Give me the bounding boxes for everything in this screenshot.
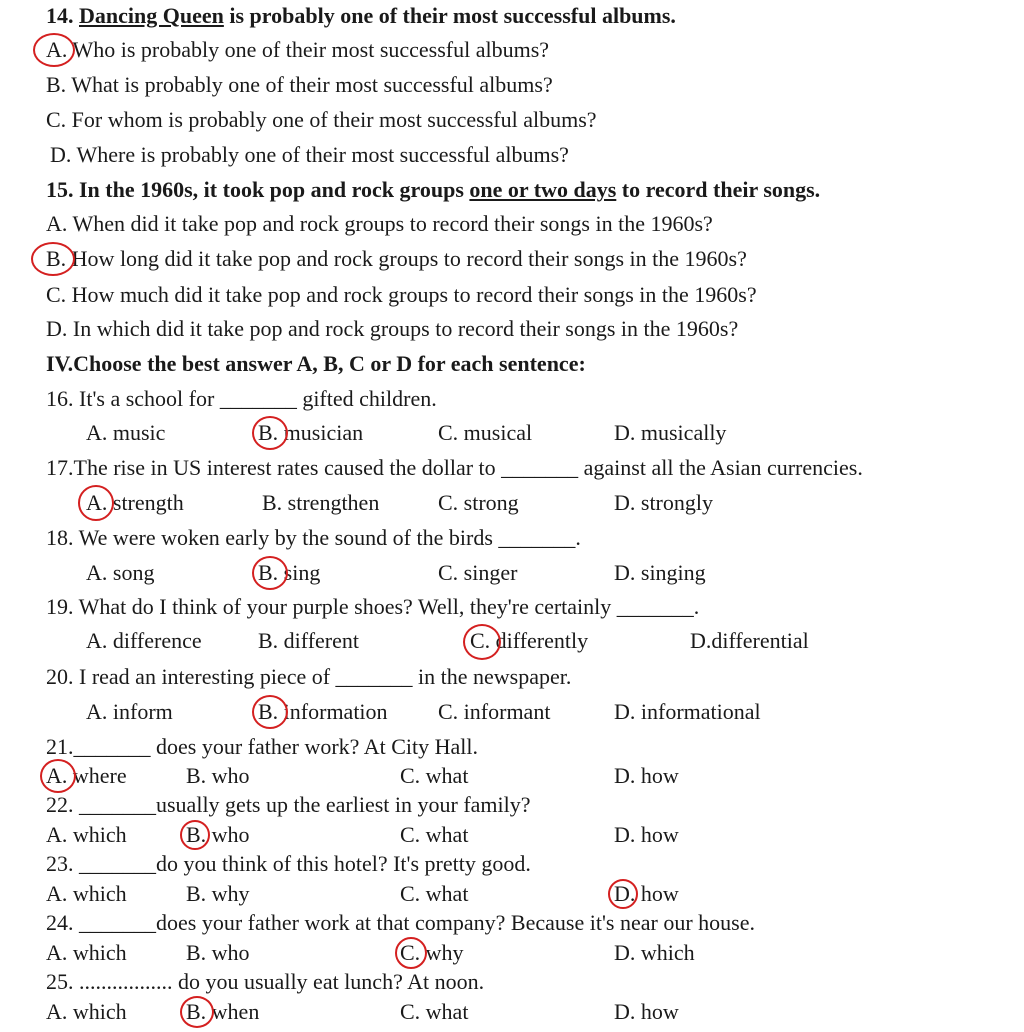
q15-option-a[interactable]: A. When did it take pop and rock groups to record their songs in the 1960s? — [46, 211, 713, 236]
q19-option-d[interactable]: D.differential — [690, 628, 809, 653]
q21-option-a[interactable]: A. where — [46, 763, 127, 788]
q22-option-d[interactable]: D. how — [614, 822, 679, 847]
q20-option-c[interactable]: C. informant — [438, 699, 551, 724]
q16-option-b[interactable]: B. musician — [258, 420, 364, 445]
q21-option-c[interactable]: C. what — [400, 763, 469, 788]
underlined-phrase: Dancing Queen — [79, 3, 224, 28]
q25-option-a[interactable]: A. which — [46, 999, 127, 1024]
question-25-stem: 25. ................. do you usually eat lunch? At noon. — [46, 969, 485, 994]
q22-option-c[interactable]: C. what — [400, 822, 469, 847]
q17-option-c[interactable]: C. strong — [438, 490, 519, 515]
q23-option-d[interactable]: D. how — [614, 881, 679, 906]
q20-option-d[interactable]: D. informational — [614, 699, 761, 724]
q15-option-b[interactable]: B. How long did it take pop and rock groups to record their songs in the 1960s? — [46, 246, 747, 271]
q23-option-b[interactable]: B. why — [186, 881, 250, 906]
q22-option-a[interactable]: A. which — [46, 822, 127, 847]
question-number: 15. — [46, 177, 74, 202]
q16-option-a[interactable]: A. music — [86, 420, 166, 445]
stem-text: In the 1960s, it took pop and rock groups — [73, 177, 470, 202]
q16-option-d[interactable]: D. musically — [614, 420, 727, 445]
question-24-stem: 24. _______does your father work at that company? Because it's near our house. — [46, 910, 755, 935]
underlined-phrase: one or two days — [469, 177, 617, 202]
question-number: 14. — [46, 3, 74, 28]
question-23-stem: 23. _______do you think of this hotel? It's pretty good. — [46, 851, 531, 876]
question-19-stem: 19. What do I think of your purple shoes? Well, they're certainly _______. — [46, 594, 700, 619]
question-22-stem: 22. _______usually gets up the earliest in your family? — [46, 792, 531, 817]
question-21-stem: 21._______ does your father work? At City Hall. — [46, 734, 478, 759]
q18-option-c[interactable]: C. singer — [438, 560, 518, 585]
q24-option-b[interactable]: B. who — [186, 940, 250, 965]
q23-option-c[interactable]: C. what — [400, 881, 469, 906]
question-20-stem: 20. I read an interesting piece of _______ in the newspaper. — [46, 664, 572, 689]
q17-option-a[interactable]: A. strength — [86, 490, 184, 515]
q19-option-b[interactable]: B. different — [258, 628, 360, 653]
q14-option-d[interactable]: D. Where is probably one of their most successful albums? — [50, 142, 569, 167]
q24-option-d[interactable]: D. which — [614, 940, 695, 965]
q25-option-b[interactable]: B. when — [186, 999, 260, 1024]
q20-option-a[interactable]: A. inform — [86, 699, 173, 724]
q25-option-d[interactable]: D. how — [614, 999, 679, 1024]
q25-option-c[interactable]: C. what — [400, 999, 469, 1024]
q15-option-c[interactable]: C. How much did it take pop and rock groups to record their songs in the 1960s? — [46, 282, 757, 307]
q16-option-c[interactable]: C. musical — [438, 420, 533, 445]
q18-option-b[interactable]: B. sing — [258, 560, 321, 585]
q24-option-c[interactable]: C. why — [400, 940, 464, 965]
q17-option-b[interactable]: B. strengthen — [262, 490, 380, 515]
q14-option-a[interactable]: A. Who is probably one of their most successful albums? — [46, 37, 550, 62]
q14-option-c[interactable]: C. For whom is probably one of their most successful albums? — [46, 107, 597, 132]
stem-text: is probably one of their most successful albums. — [223, 3, 676, 28]
q15-option-d[interactable]: D. In which did it take pop and rock groups to record their songs in the 1960s? — [46, 316, 739, 341]
question-14-stem — [46, 3, 676, 29]
question-15-stem — [46, 177, 820, 203]
question-16-stem: 16. It's a school for _______ gifted children. — [46, 386, 437, 411]
q17-option-d[interactable]: D. strongly — [614, 490, 713, 515]
q18-option-a[interactable]: A. song — [86, 560, 155, 585]
stem-text: to record their songs. — [616, 177, 821, 202]
q23-option-a[interactable]: A. which — [46, 881, 127, 906]
q21-option-b[interactable]: B. who — [186, 763, 250, 788]
question-18-stem: 18. We were woken early by the sound of the birds _______. — [46, 525, 581, 550]
q14-option-b[interactable]: B. What is probably one of their most successful albums? — [46, 72, 553, 97]
q22-option-b[interactable]: B. who — [186, 822, 250, 847]
q21-option-d[interactable]: D. how — [614, 763, 679, 788]
section-4-title: IV.Choose the best answer A, B, C or D for each sentence: — [46, 351, 586, 376]
q18-option-d[interactable]: D. singing — [614, 560, 706, 585]
q19-option-c[interactable]: C. differently — [470, 628, 589, 653]
q20-option-b[interactable]: B. information — [258, 699, 388, 724]
question-17-stem: 17.The rise in US interest rates caused the dollar to _______ against all the Asian currencies. — [46, 455, 863, 480]
q24-option-a[interactable]: A. which — [46, 940, 127, 965]
q19-option-a[interactable]: A. difference — [86, 628, 202, 653]
